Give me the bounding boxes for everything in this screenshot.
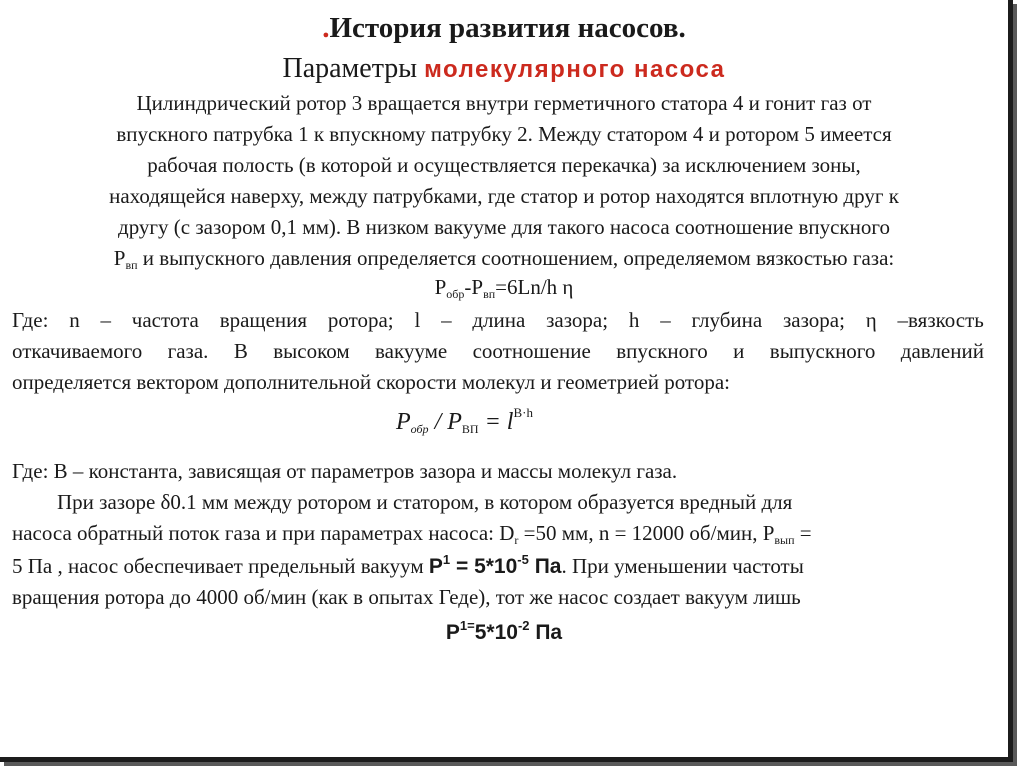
final-exp: -2 [517, 618, 530, 633]
word: – [660, 308, 671, 332]
formula1-sub2: вп [483, 287, 496, 301]
word: ротора; [327, 308, 394, 332]
word: выпускного [769, 339, 876, 363]
where2: Где: В – константа, зависящая от параметров зазора и массы молекул газа. [12, 459, 678, 483]
vacuum-value-2 [0, 618, 1008, 645]
para2-line2-sub: r [514, 533, 519, 547]
para2-line2-b: =50 мм, n = 12000 об/мин, Р [518, 521, 775, 545]
where1-line2 [12, 339, 984, 364]
vacuum1-b: = 5*10 [450, 555, 518, 578]
para2-line4: вращения ротора до 4000 об/мин (как в опытах Геде), тот же насос создает вакуум лишь [12, 585, 801, 609]
where1-line1 [12, 308, 984, 333]
formula2-p1: P [396, 409, 411, 435]
word: Где: [12, 308, 49, 332]
word: газа. [167, 339, 209, 363]
vacuum1-exp: -5 [517, 552, 529, 567]
para2-line3-b: . При уменьшении частоты [561, 554, 804, 578]
slide-subtitle [0, 53, 1008, 85]
para2-line2 [12, 521, 984, 548]
word: l [414, 308, 421, 332]
word: глубина [691, 308, 763, 332]
formula2-eq: = l [478, 409, 514, 435]
formula1-dash: -Р [464, 275, 484, 299]
para2-line2-c: = [794, 521, 812, 545]
word: – [441, 308, 452, 332]
para1-line5: другу (с зазором 0,1 мм). В низком вакууме для такого насоса соотношение впускного [118, 215, 890, 239]
word: соотношение [472, 339, 591, 363]
subtitle-highlight: молекулярного насоса [424, 56, 726, 83]
formula2-sub1: обр [410, 422, 429, 436]
word: –вязкость [897, 308, 984, 332]
where1-line3: определяется вектором дополнительной скорости молекул и геометрией ротора: [12, 370, 730, 394]
subtitle-plain: Параметры [282, 53, 425, 84]
word: частота [131, 308, 199, 332]
final-sup: 1= [459, 618, 475, 633]
word: откачиваемого [12, 339, 143, 363]
formula1-rhs: =6Ln/h η [495, 275, 574, 299]
para1-line4: находящейся наверху, между патрубками, где статор и ротор находятся вплотную друг к [109, 184, 899, 208]
final-unit: Па [529, 621, 563, 644]
para1-line1: Цилиндрический ротор 3 вращается внутри герметичного статора 4 и гонит газ от [136, 91, 872, 115]
formula1-sub1: обр [446, 287, 465, 301]
formula1-p1: Р [434, 275, 447, 299]
formula2-sub2: ВП [461, 422, 479, 436]
word: и [733, 339, 745, 363]
p-symbol: Р [113, 246, 126, 270]
word: В [233, 339, 248, 363]
word: h [628, 308, 640, 332]
slide-title [0, 12, 1008, 45]
formula-molecular [396, 405, 533, 437]
word: вакууме [375, 339, 448, 363]
word: n [69, 308, 80, 332]
title-dot: . [322, 12, 330, 44]
final-p: P [445, 621, 460, 644]
para2-line3 [12, 552, 804, 579]
para2-line1: При зазоре δ0.1 мм между ротором и статором, в котором образуется вредный для [57, 490, 793, 514]
word: зазора; [783, 308, 845, 332]
para1-line2: впускного патрубка 1 к впускному патрубку 2. Между статором 4 и ротором 5 имеется [116, 122, 892, 146]
word: η [865, 308, 877, 332]
formula2-sep: / P [428, 409, 462, 435]
vacuum-value-1 [428, 552, 562, 578]
para2-line3-a: 5 Па , насос обеспечивает предельный вакуум [12, 554, 429, 578]
formula2-exp: В·h [513, 405, 533, 420]
p-subscript: вп [125, 258, 138, 272]
word: зазора; [546, 308, 609, 332]
title-text: История развития насосов. [329, 12, 686, 44]
vacuum1-p: P [428, 555, 443, 578]
para1-line6 [0, 246, 1008, 273]
word: впускного [616, 339, 708, 363]
vacuum1-sup: 1 [442, 552, 451, 567]
word: давлений [900, 339, 984, 363]
para1-line3: рабочая полость (в которой и осуществляется перекачка) за исключением зоны, [147, 153, 861, 177]
formula-viscous [0, 275, 1008, 302]
para2-line2-sub2: вып [774, 533, 795, 547]
word: длина [472, 308, 526, 332]
para1-line6-text: и выпускного давления определяется соотношением, определяемом вязкостью газа: [137, 246, 895, 270]
vacuum1-unit: Па [528, 555, 562, 578]
para2-line2-a: насоса обратный поток газа и при параметрах насоса: D [12, 521, 515, 545]
word: – [100, 308, 111, 332]
word: высоком [273, 339, 350, 363]
word: вращения [219, 308, 308, 332]
final-b: 5*10 [474, 621, 518, 644]
